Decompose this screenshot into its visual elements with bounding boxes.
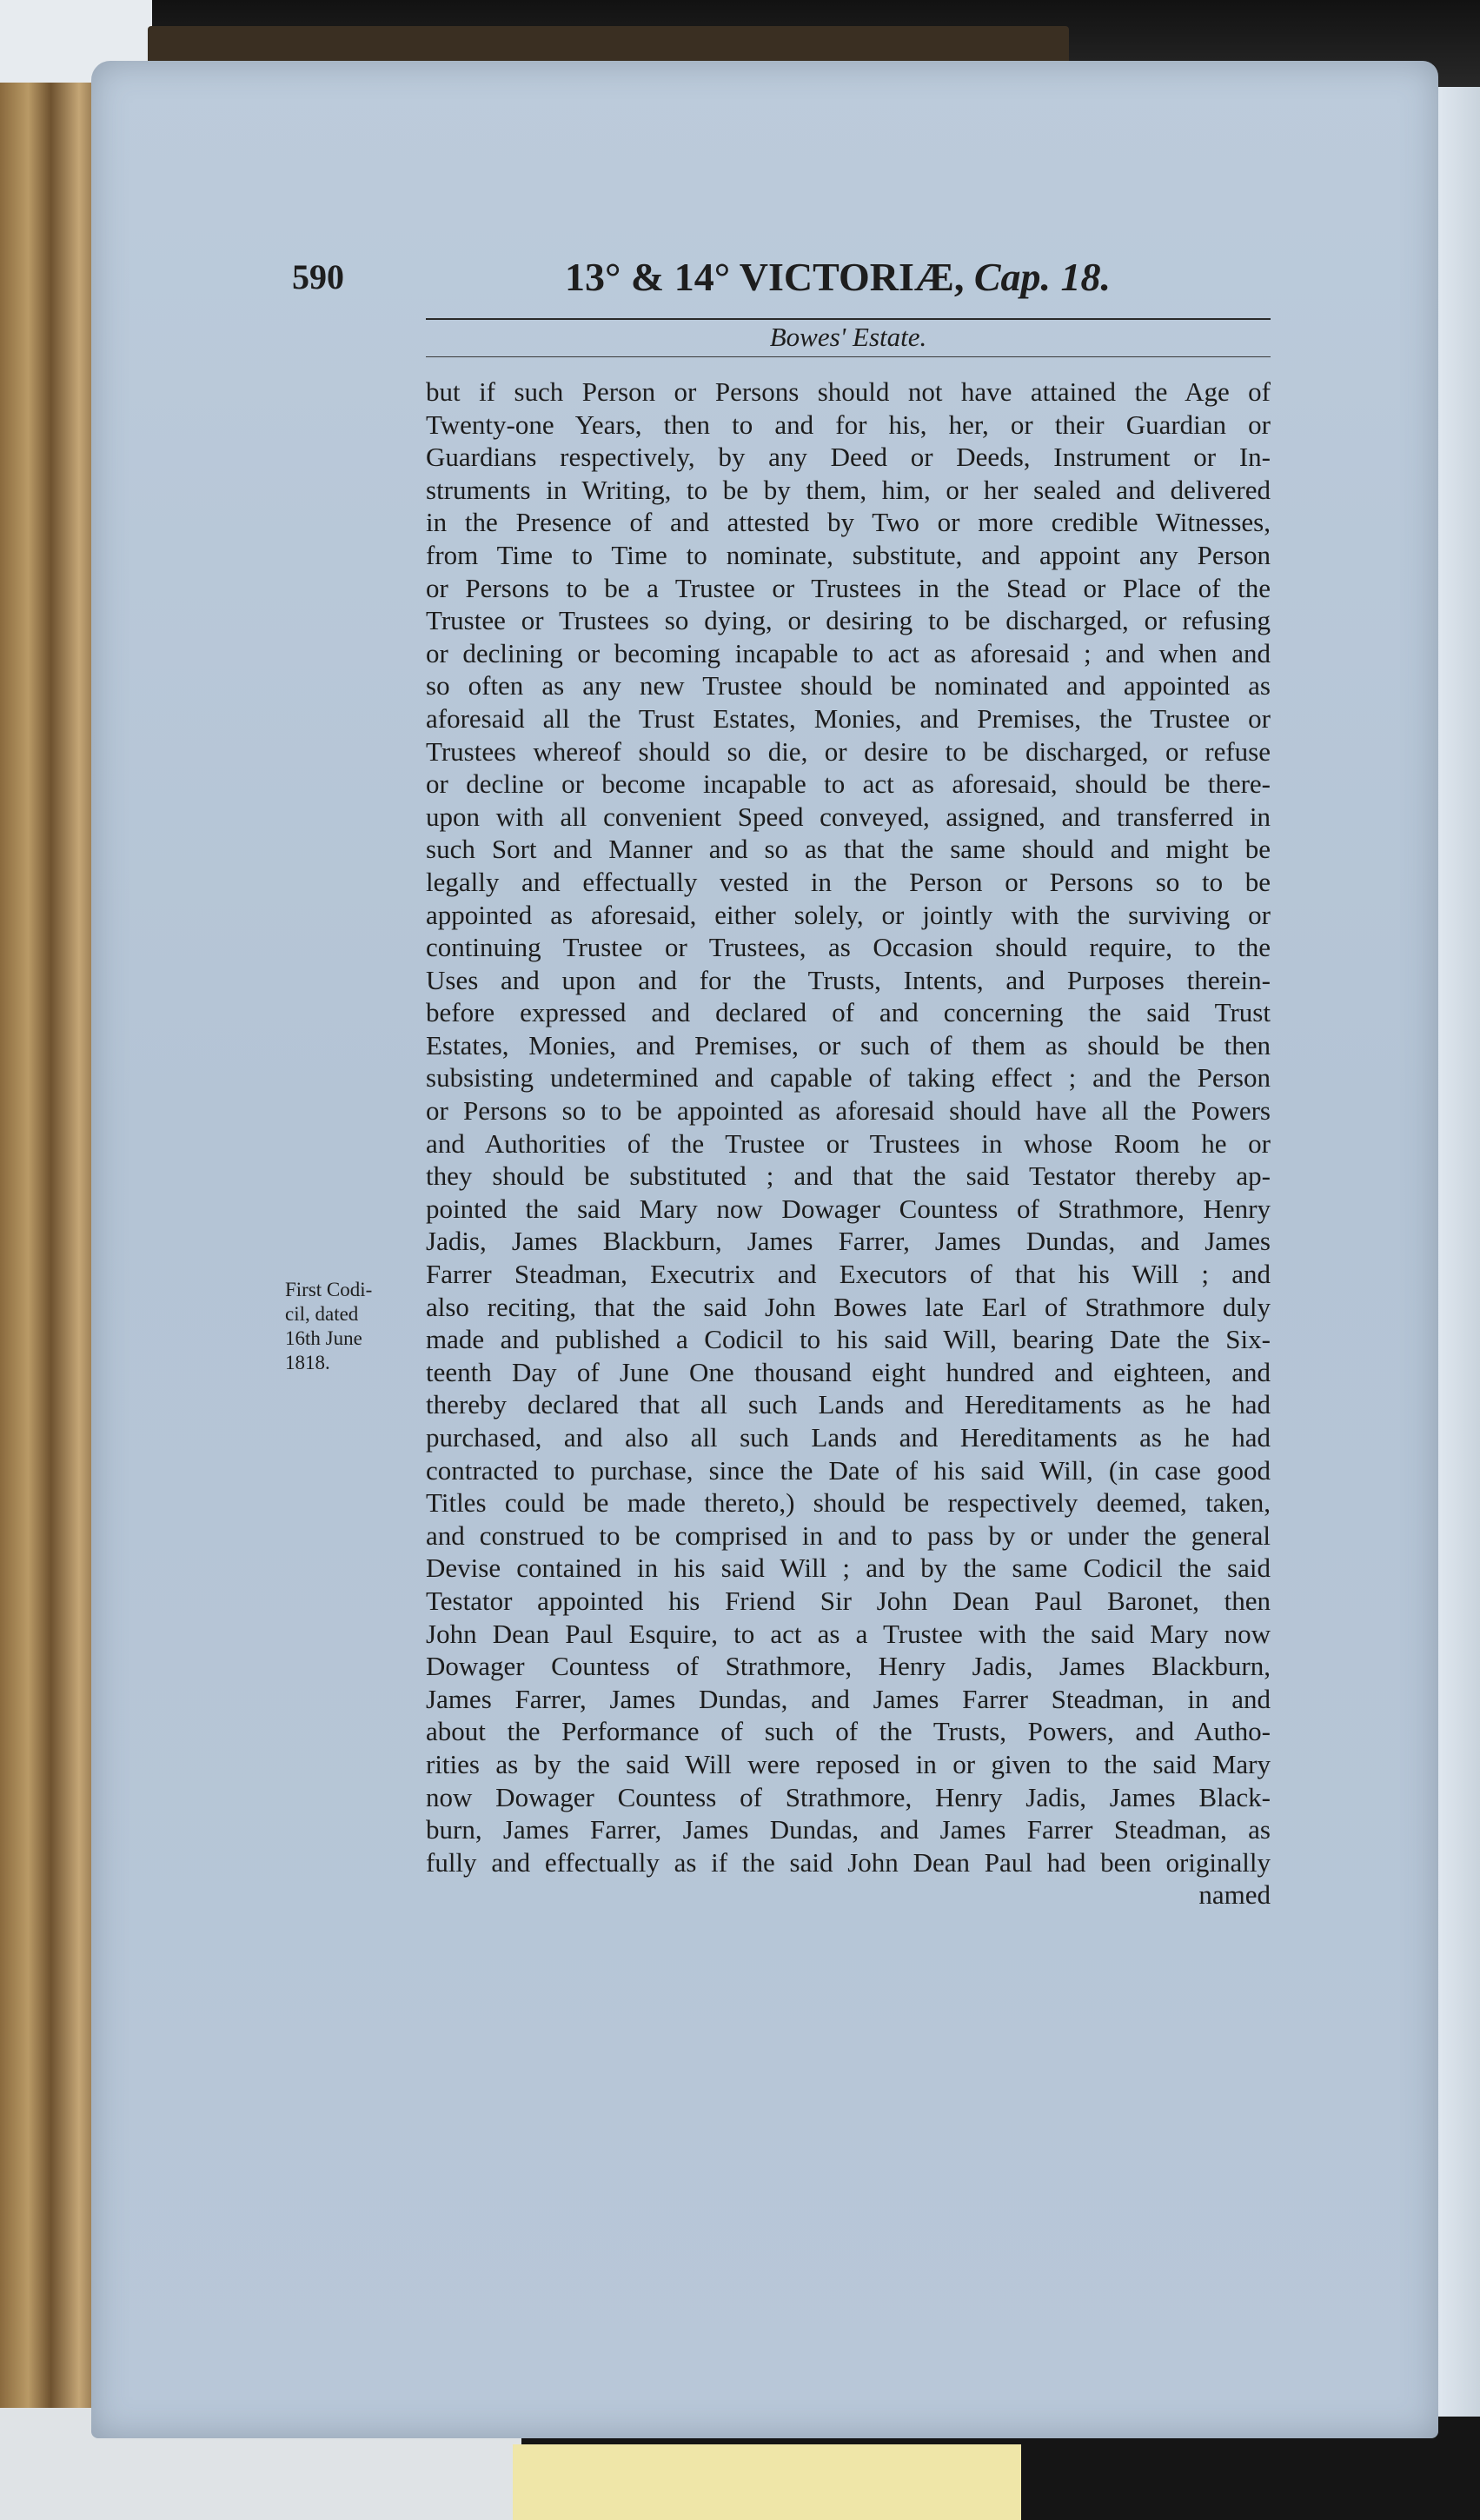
text-line: so often as any new Trustee should be nominated and appointed as <box>426 670 1271 701</box>
text-line: named <box>1198 1879 1271 1911</box>
text-line: subsisting undetermined and capable of taking effect ; and the Person <box>426 1062 1271 1094</box>
text-line: and Authorities of the Trustee or Trustees in whose Room he or <box>426 1127 1271 1159</box>
margin-note-line: cil, dated <box>285 1303 359 1325</box>
margin-note-line: 1818. <box>285 1352 330 1373</box>
text-line: or declining or becoming incapable to act as aforesaid ; and when and <box>426 637 1271 668</box>
text-line: appointed as aforesaid, either solely, or jointly with the surviving or <box>426 899 1271 930</box>
text-line: Dowager Countess of Strathmore, Henry Jadis, James Blackburn, <box>426 1651 1271 1682</box>
margin-note-line: First Codi- <box>285 1279 373 1300</box>
text-line: Jadis, James Blackburn, James Farrer, James Dundas, and James <box>426 1226 1271 1257</box>
text-line: from Time to Time to nominate, substitute, and appoint any Person <box>426 539 1271 570</box>
margin-note-line: 16th June <box>285 1327 362 1349</box>
text-line: in the Presence of and attested by Two or more credible Witnesses, <box>426 507 1271 538</box>
text-line: fully and effectually as if the said John Dean Paul had been originally <box>426 1846 1271 1878</box>
text-line: or Persons so to be appointed as aforesaid should have all the Powers <box>426 1095 1271 1127</box>
subtitle-rule <box>426 356 1271 357</box>
text-line: Devise contained in his said Will ; and by the same Codicil the said <box>426 1553 1271 1584</box>
text-line: before expressed and declared of and concerning the said Trust <box>426 997 1271 1028</box>
text-line: Testator appointed his Friend Sir John Dean Paul Baronet, then <box>426 1585 1271 1616</box>
section-subtitle: Bowes' Estate. <box>769 322 927 352</box>
running-head <box>565 254 1111 300</box>
text-line: Trustees whereof should so die, or desire to be discharged, or refuse <box>426 735 1271 767</box>
text-line: pointed the said Mary now Dowager Countess of Strathmore, Henry <box>426 1193 1271 1224</box>
text-line: legally and effectually vested in the Person or Persons so to be <box>426 866 1271 897</box>
text-line: made and published a Codicil to his said Will, bearing Date the Six- <box>426 1324 1271 1355</box>
text-line: and construed to be comprised in and to pass by or under the general <box>426 1519 1271 1551</box>
text-line: continuing Trustee or Trustees, as Occasion should require, to the <box>426 932 1271 963</box>
text-line: Titles could be made thereto,) should be respectively deemed, taken, <box>426 1487 1271 1519</box>
text-line: thereby declared that all such Lands and Hereditaments as he had <box>426 1389 1271 1420</box>
margin-note <box>285 1278 415 1375</box>
text-line: now Dowager Countess of Strathmore, Henry Jadis, James Black- <box>426 1781 1271 1812</box>
text-line: struments in Writing, to be by them, him, or her sealed and delivered <box>426 474 1271 505</box>
text-line: James Farrer, James Dundas, and James Farrer Steadman, in and <box>426 1683 1271 1714</box>
text-line: aforesaid all the Trust Estates, Monies, and Premises, the Trustee or <box>426 702 1271 734</box>
page-number: 590 <box>292 257 344 296</box>
running-head-title: 13° & 14° VICTORIÆ, <box>565 255 965 299</box>
text-line: about the Performance of such of the Trusts, Powers, and Autho- <box>426 1716 1271 1747</box>
text-line: Farrer Steadman, Executrix and Executors of that his Will ; and <box>426 1259 1271 1290</box>
text-line: also reciting, that the said John Bowes late Earl of Strathmore duly <box>426 1291 1271 1322</box>
text-line: Uses and upon and for the Trusts, Intents, and Purposes therein- <box>426 964 1271 995</box>
text-line: or Persons to be a Trustee or Trustees in the Stead or Place of the <box>426 572 1271 603</box>
running-head-chapter: Cap. 18. <box>973 255 1112 299</box>
text-line: or decline or become incapable to act as aforesaid, should be there- <box>426 768 1271 800</box>
text-line: Estates, Monies, and Premises, or such of them as should be then <box>426 1029 1271 1061</box>
text-line: upon with all convenient Speed conveyed, assigned, and transferred in <box>426 801 1271 832</box>
text-line: Trustee or Trustees so dying, or desiring to be discharged, or refusing <box>426 605 1271 636</box>
text-line: teenth Day of June One thousand eight hundred and eighteen, and <box>426 1356 1271 1387</box>
text-line: contracted to purchase, since the Date of his said Will, (in case good <box>426 1454 1271 1486</box>
paper-tab <box>513 2444 1021 2520</box>
text-line: John Dean Paul Esquire, to act as a Trustee with the said Mary now <box>426 1618 1271 1649</box>
text-line: Guardians respectively, by any Deed or Deeds, Instrument or In- <box>426 442 1271 473</box>
facing-page-edge <box>1438 87 1480 2434</box>
text-line: they should be substituted ; and that the said Testator thereby ap- <box>426 1160 1271 1192</box>
text-line: such Sort and Manner and so as that the same should and might be <box>426 834 1271 865</box>
text-line: but if such Person or Persons should not have attained the Age of <box>426 376 1271 407</box>
text-line: Twenty-one Years, then to and for his, her, or their Guardian or <box>426 409 1271 440</box>
text-line: burn, James Farrer, James Dundas, and James Farrer Steadman, as <box>426 1814 1271 1845</box>
text-line: rities as by the said Will were reposed in or given to the said Mary <box>426 1748 1271 1779</box>
text-line: purchased, and also all such Lands and Hereditaments as he had <box>426 1422 1271 1453</box>
header-rule <box>426 318 1271 320</box>
body-text <box>426 376 1271 1912</box>
